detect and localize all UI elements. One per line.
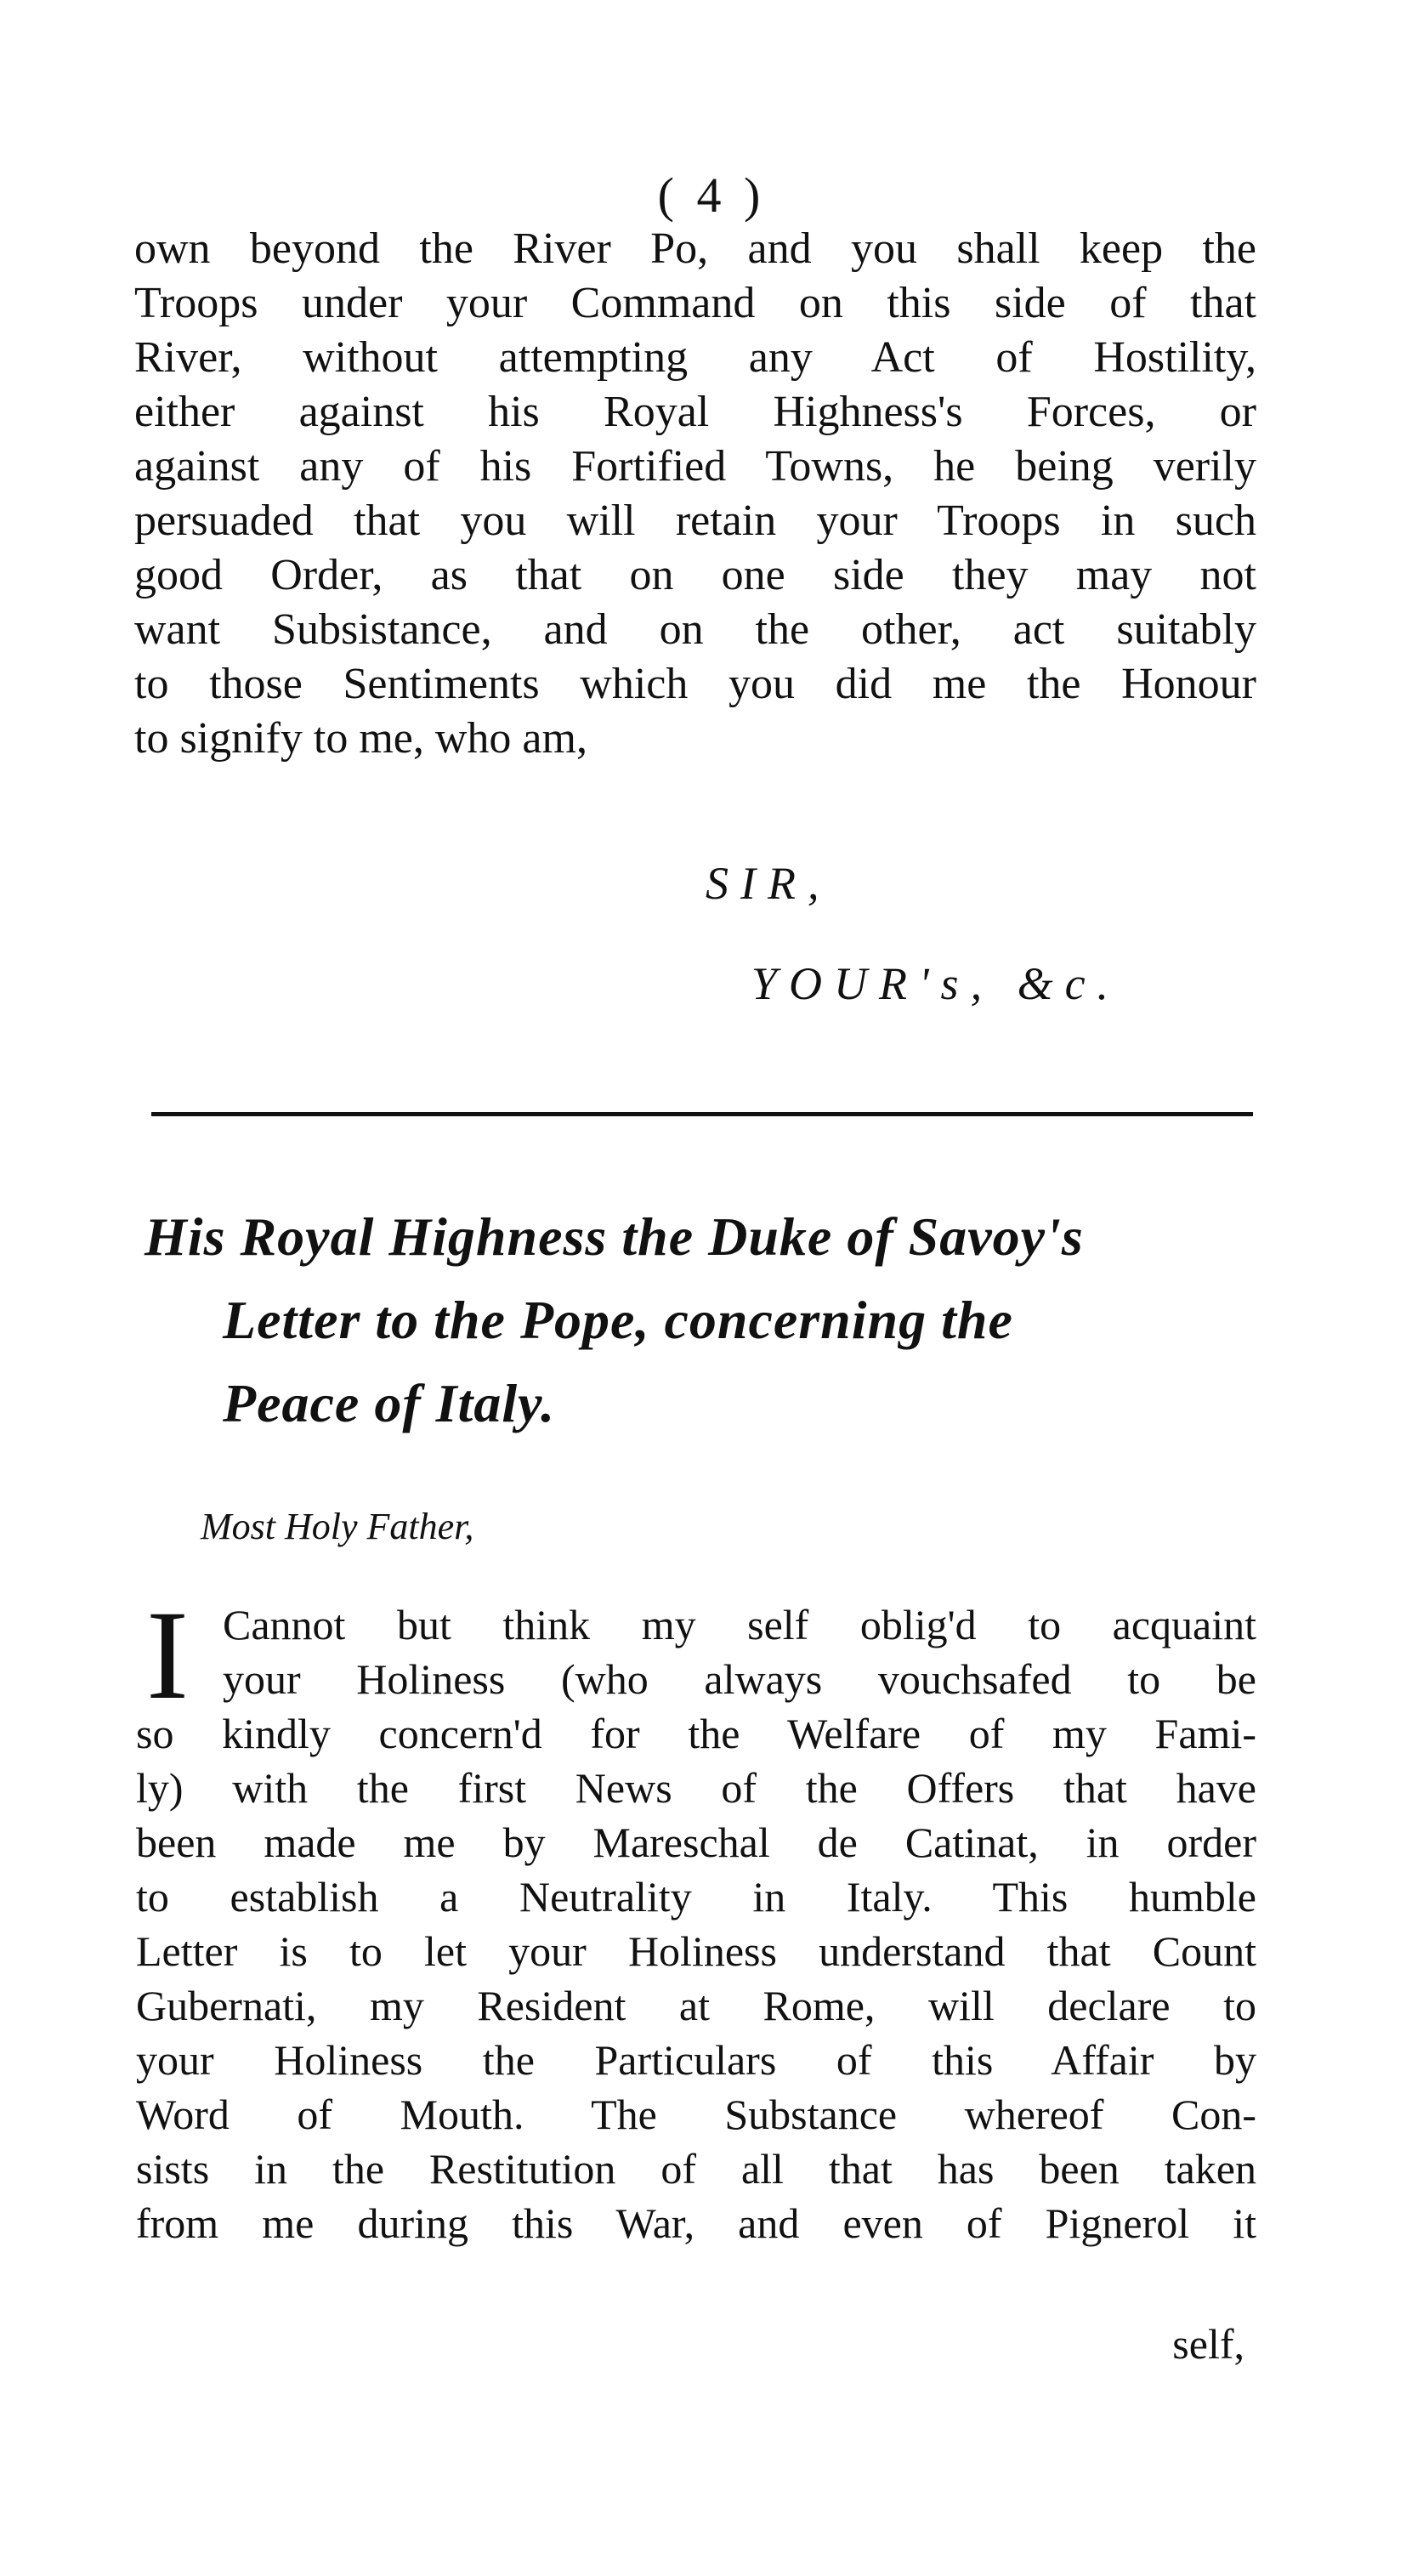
text-line: from me during this War, and even of Pignerol it bbox=[136, 2199, 1256, 2247]
drop-cap: I bbox=[146, 1585, 189, 1726]
closing-signoff: YOUR's, &c. bbox=[751, 958, 1121, 1009]
letter-salutation: Most Holy Father, bbox=[201, 1506, 474, 1547]
text-line: to signify to me, who am, bbox=[134, 714, 587, 763]
text-line: ly) with the first News of the Offers that have bbox=[136, 1764, 1256, 1812]
text-line: so kindly concern'd for the Welfare of my Fami- bbox=[136, 1710, 1256, 1757]
heading-line: His Royal Highness the Duke of Savoy's bbox=[145, 1206, 1084, 1267]
text-line: persuaded that you will retain your Troops in such bbox=[134, 496, 1256, 545]
text-line: Troops under your Command on this side of that bbox=[134, 279, 1256, 327]
text-line: either against his Royal Highness's Forces, or bbox=[134, 388, 1256, 436]
text-line: want Subsistance, and on the other, act suitably bbox=[134, 605, 1256, 654]
heading-line: Peace of Italy. bbox=[223, 1373, 556, 1433]
text-line: Cannot but think my self oblig'd to acquaint bbox=[223, 1601, 1256, 1648]
text-line: to establish a Neutrality in Italy. This humble bbox=[136, 1873, 1256, 1921]
text-line: Gubernati, my Resident at Rome, will declare to bbox=[136, 1982, 1256, 2029]
section-divider bbox=[151, 1112, 1253, 1116]
text-line: good Order, as that on one side they may not bbox=[134, 551, 1256, 599]
text-line: Letter is to let your Holiness understand that Count bbox=[136, 1927, 1256, 1975]
text-line: to those Sentiments which you did me the Honour bbox=[134, 660, 1256, 708]
text-line: sists in the Restitution of all that has been taken bbox=[136, 2145, 1256, 2193]
heading-line: Letter to the Pope, concerning the bbox=[223, 1290, 1013, 1350]
text-line: been made me by Mareschal de Catinat, in order bbox=[136, 1819, 1256, 1866]
text-line: your Holiness the Particulars of this Affair by bbox=[136, 2036, 1256, 2084]
page-number: ( 4 ) bbox=[657, 167, 766, 223]
text-line: your Holiness (who always vouchsafed to be bbox=[223, 1655, 1256, 1703]
closing-salutation: SIR, bbox=[706, 858, 831, 909]
text-line: against any of his Fortified Towns, he being verily bbox=[134, 442, 1256, 491]
text-line: own beyond the River Po, and you shall keep the bbox=[134, 224, 1256, 273]
catchword: self, bbox=[1172, 2320, 1244, 2368]
text-line: River, without attempting any Act of Hostility, bbox=[134, 333, 1256, 382]
text-line: Word of Mouth. The Substance whereof Con- bbox=[136, 2091, 1256, 2138]
